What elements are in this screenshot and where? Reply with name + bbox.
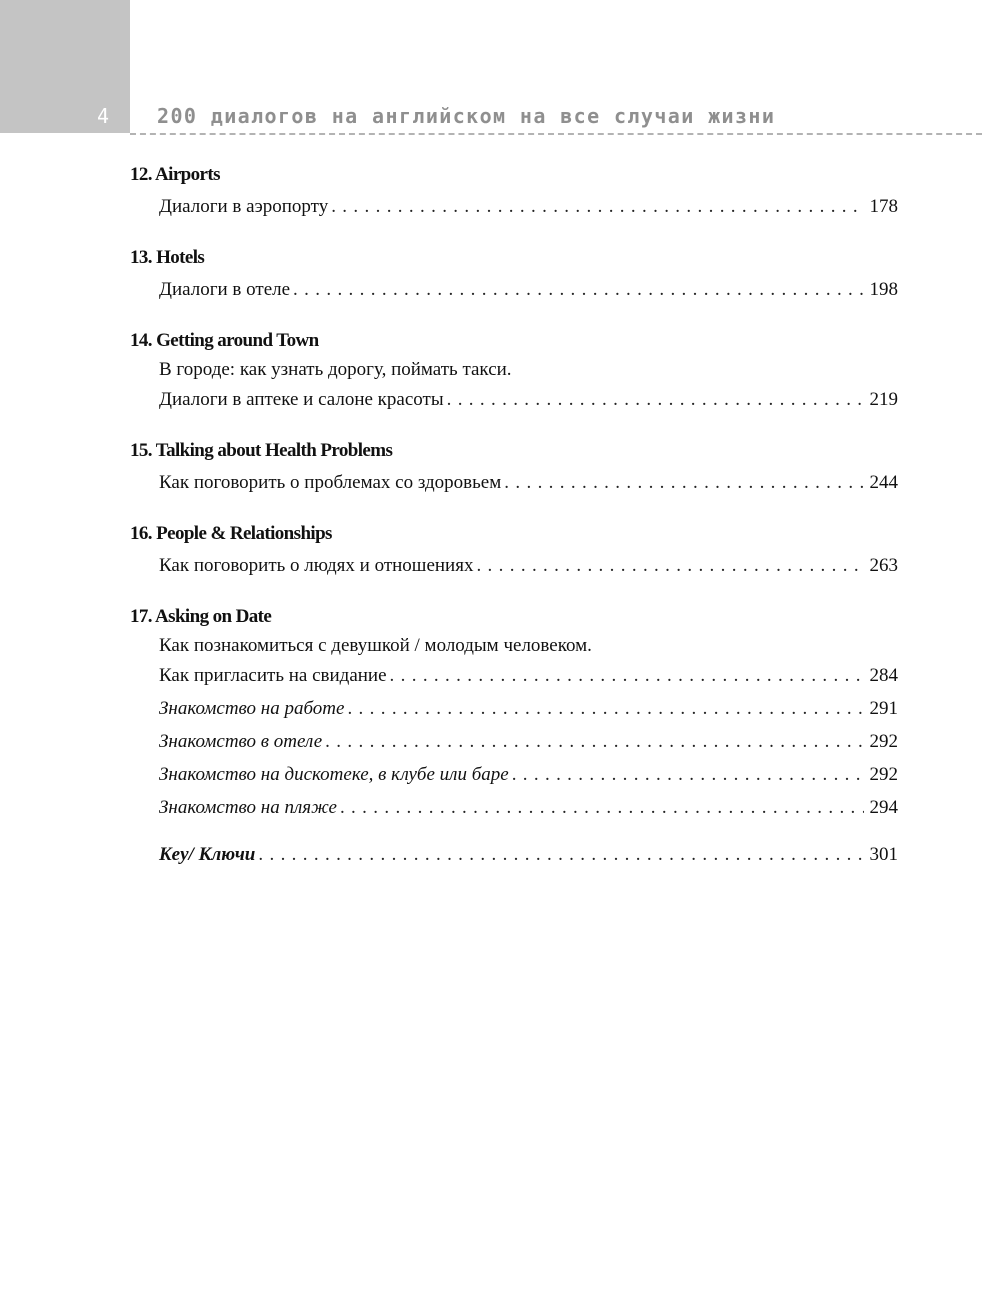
toc-section	[130, 519, 898, 582]
dot-leader	[501, 466, 864, 499]
entry-page: 294	[869, 797, 898, 818]
toc-section	[130, 160, 898, 223]
entry-title: Знакомство на дискотеке, в клубе или баре	[159, 764, 509, 785]
toc-section	[130, 243, 898, 306]
dot-leader	[387, 659, 864, 692]
dot-leader	[290, 273, 864, 306]
entry-page: 198	[869, 279, 898, 300]
toc-entry-key[interactable]	[159, 838, 898, 871]
dot-leader	[344, 692, 864, 725]
page-number: 4	[97, 104, 110, 128]
dot-leader	[328, 190, 864, 223]
toc-entry[interactable]	[159, 758, 898, 791]
toc-entry[interactable]	[159, 659, 898, 692]
entry-page: 244	[869, 472, 898, 493]
dot-leader	[509, 758, 864, 791]
toc-entry[interactable]	[159, 273, 898, 306]
entry-title: Как поговорить о проблемах со здоровьем	[159, 472, 502, 493]
section-heading: 15. Talking about Health Problems	[130, 440, 393, 461]
toc-entry[interactable]	[159, 383, 898, 416]
dot-leader	[444, 383, 864, 416]
dot-leader	[473, 549, 864, 582]
section-intro: В городе: как узнать дорогу, поймать такси.	[159, 359, 512, 380]
entry-page: 178	[869, 196, 898, 217]
toc-section	[130, 602, 898, 824]
entry-title: Key/ Ключи	[159, 844, 256, 865]
dot-leader	[255, 838, 864, 871]
toc-entry[interactable]	[159, 466, 898, 499]
entry-page: 284	[869, 665, 898, 686]
section-heading: 14. Getting around Town	[130, 330, 319, 351]
toc-entry[interactable]	[159, 190, 898, 223]
toc-entry[interactable]	[159, 549, 898, 582]
entry-page: 219	[869, 389, 898, 410]
dot-leader	[337, 791, 864, 824]
toc-entry[interactable]	[159, 791, 898, 824]
header-divider	[130, 133, 982, 135]
entry-page: 291	[869, 698, 898, 719]
toc-entry[interactable]	[159, 725, 898, 758]
entry-page: 263	[869, 555, 898, 576]
entry-title: Диалоги в аптеке и салоне красоты	[159, 389, 444, 410]
entry-title: Знакомство на работе	[159, 698, 345, 719]
entry-page: 292	[869, 731, 898, 752]
entry-title: Знакомство в отеле	[159, 731, 323, 752]
section-intro: Как познакомиться с девушкой / молодым человеком.	[159, 635, 592, 656]
entry-title: Как поговорить о людях и отношениях	[159, 555, 474, 576]
page-tab	[0, 0, 130, 133]
section-heading: 12. Airports	[130, 164, 220, 185]
toc-section	[130, 326, 898, 416]
entry-page: 292	[869, 764, 898, 785]
entry-title: Диалоги в аэропорту	[159, 196, 329, 217]
section-heading: 16. People & Relationships	[130, 523, 332, 544]
entry-title: Знакомство на пляже	[159, 797, 337, 818]
section-heading: 17. Asking on Date	[130, 606, 272, 627]
entry-title: Диалоги в отеле	[159, 279, 291, 300]
dot-leader	[322, 725, 864, 758]
table-of-contents	[130, 160, 898, 871]
section-heading: 13. Hotels	[130, 247, 205, 268]
toc-entry[interactable]	[159, 692, 898, 725]
toc-section	[130, 436, 898, 499]
running-title: 200 диалогов на английском на все случаи жизни	[157, 104, 776, 128]
entry-title: Как пригласить на свидание	[159, 665, 387, 686]
entry-page: 301	[869, 844, 898, 865]
